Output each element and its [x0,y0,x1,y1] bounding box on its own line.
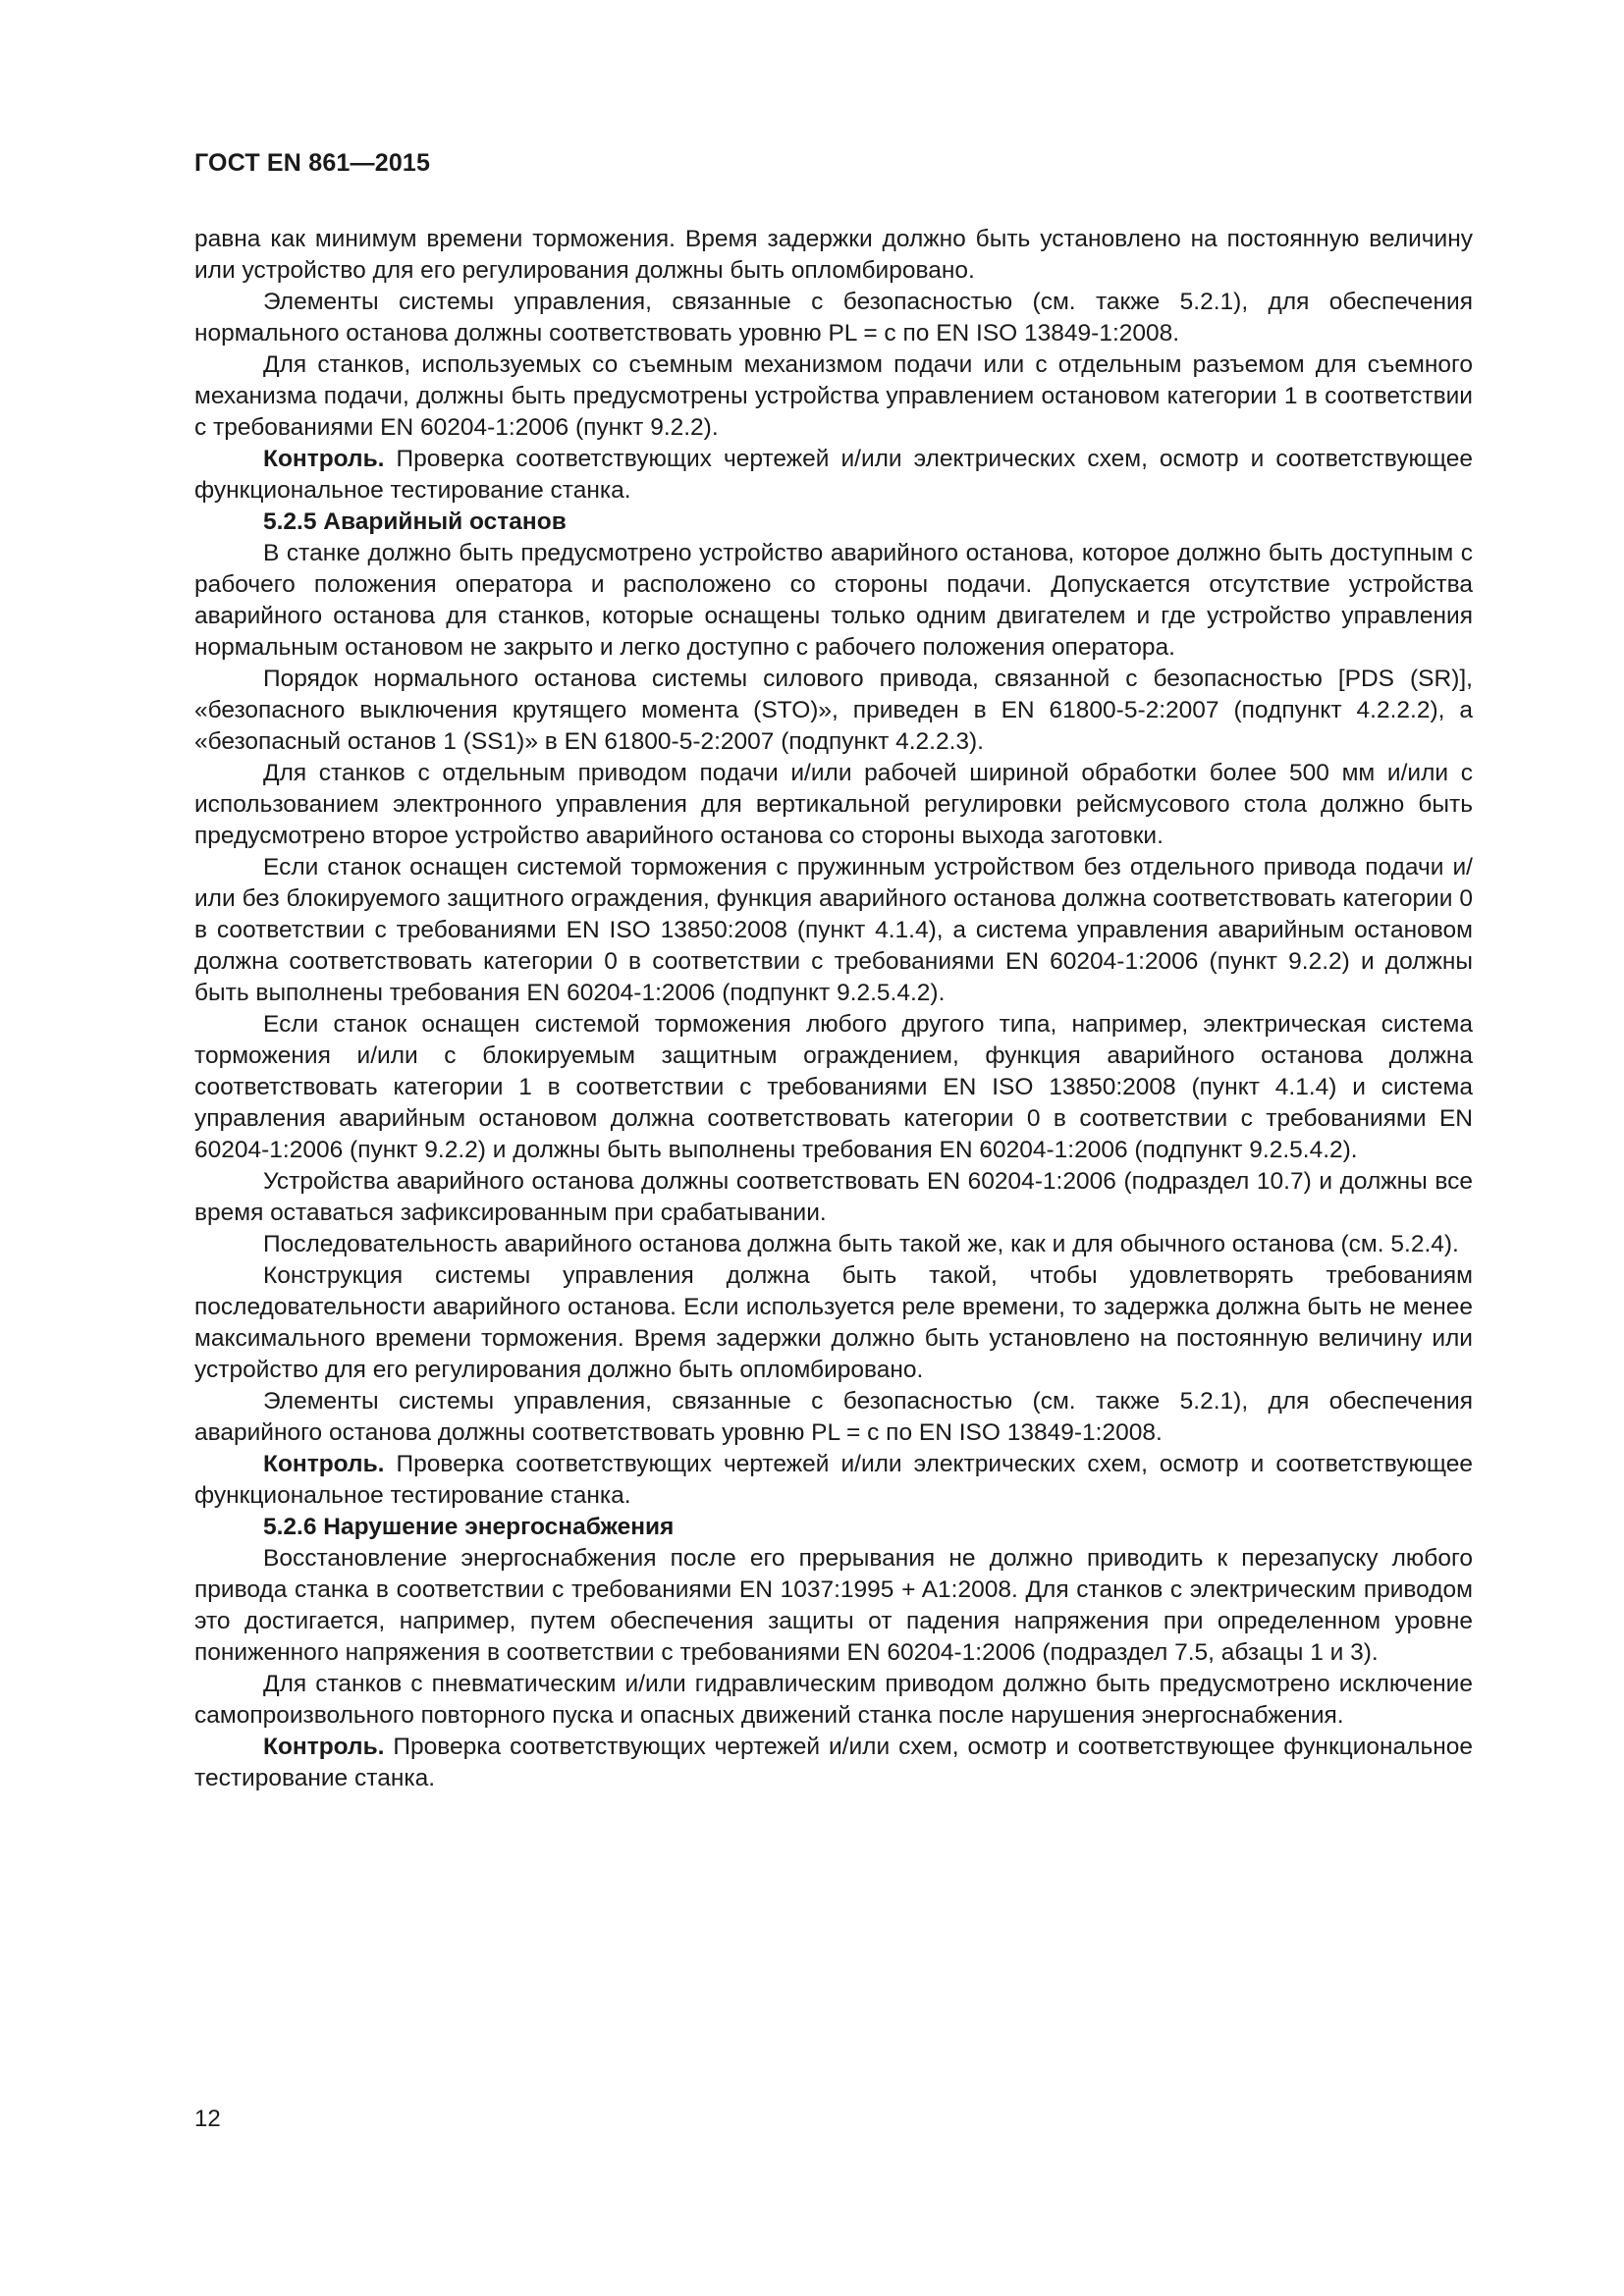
paragraph: Конструкция системы управления должна быть такой, чтобы удовлетворять требованиям последовательности аварийного останова. Если используется реле времени, то задержка должна быть не менее максимального времени торможения. Время задержки должно быть установлено на постоянную величину или устройство для его регулирования должно быть опломбировано. [194,1262,1473,1383]
paragraph: Для станков с пневматическим и/или гидравлическим приводом должно быть предусмотрено исключение самопроизвольного повторного пуска и опасных движений станка после нарушения энергоснабжения. [194,1671,1473,1729]
document-header: ГОСТ EN 861—2015 [194,149,431,177]
control-text: Проверка соответствующих чертежей и/или электрических схем, осмотр и соответствующее функциональное тестирование станка. [194,446,1473,504]
paragraph: равна как минимум времени торможения. Время задержки должно быть установлено на постоянную величину или устройство для его регулирования должны быть опломбировано. [194,226,1473,284]
control-paragraph [194,444,1473,507]
section-heading-5-2-6: 5.2.6 Нарушение энергоснабжения [263,1514,675,1540]
paragraph: Для станков, используемых со съемным механизмом подачи или с отдельным разъемом для съемного механизма подачи, должны быть предусмотрены устройства управлением остановом категории 1 в соответствии с требованиями EN 60204-1:2006 (пункт 9.2.2). [194,351,1473,441]
section-heading-5-2-5: 5.2.5 Аварийный останов [263,508,567,535]
paragraph: Элементы системы управления, связанные с безопасностью (см. также 5.2.1), для обеспечения нормального останова должны соответствовать уровню PL = c по EN ISO 13849-1:2008. [194,289,1473,347]
control-label: Контроль. [263,446,385,472]
control-label: Контроль. [263,1451,385,1477]
page-number: 12 [194,2106,221,2132]
paragraph: В станке должно быть предусмотрено устройство аварийного останова, которое должно быть доступным с рабочего положения оператора и расположено со стороны подачи. Допускается отсутствие устройства аварийного останова для станков, которые оснащены только одним двигателем и где устройство управления нормальным остановом не закрыто и легко доступно с рабочего положения оператора. [194,540,1473,661]
paragraph: Для станков с отдельным приводом подачи и/или рабочей шириной обработки более 500 мм и/или с использованием электронного управления для вертикальной регулировки рейсмусового стола должно быть предусмотрено второе устройство аварийного останова со стороны выхода заготовки. [194,760,1473,849]
paragraph: Если станок оснащен системой торможения с пружинным устройством без отдельного привода подачи и/или без блокируемого защитного ограждения, функция аварийного останова должна соответствовать категории 0 в соответствии с требованиями EN ISO 13850:2008 (пункт 4.1.4), а система управления аварийным остановом должна соответствовать категории 0 в соответствии с требованиями EN 60204-1:2006 (пункт 9.2.2) и должны быть выполнены требования EN 60204-1:2006 (подпункт 9.2.5.4.2). [194,854,1473,1006]
paragraph: Последовательность аварийного останова должна быть такой же, как и для обычного останова (см. 5.2.4). [263,1231,1459,1257]
control-paragraph [194,1732,1473,1794]
paragraph: Порядок нормального останова системы силового привода, связанной с безопасностью [PDS (SR)], «безопасного выключения крутящего момента (STO)», приведен в EN 61800-5-2:2007 (подпункт 4.2.2.2), а «безопасный останов 1 (SS1)» в EN 61800-5-2:2007 (подпункт 4.2.2.3). [194,666,1473,755]
control-paragraph [194,1449,1473,1512]
paragraph: Устройства аварийного останова должны соответствовать EN 60204-1:2006 (подраздел 10.7) и должны все время оставаться зафиксированным при срабатывании. [194,1168,1473,1226]
control-text: Проверка соответствующих чертежей и/или электрических схем, осмотр и соответствующее функциональное тестирование станка. [194,1451,1473,1509]
control-text: Проверка соответствующих чертежей и/или схем, осмотр и соответствующее функциональное тестирование станка. [194,1734,1473,1791]
control-label: Контроль. [263,1734,385,1760]
paragraph: Если станок оснащен системой торможения любого другого типа, например, электрическая система торможения и/или с блокируемым защитным ограждением, функция аварийного останова должна соответствовать категории 1 в соответствии с требованиями EN ISO 13850:2008 (пункт 4.1.4) и система управления аварийным остановом должна соответствовать категории 0 в соответствии с требованиями EN 60204-1:2006 (пункт 9.2.2) и должны быть выполнены требования EN 60204-1:2006 (подпункт 9.2.5.4.2). [194,1011,1473,1163]
paragraph: Элементы системы управления, связанные с безопасностью (см. также 5.2.1), для обеспечения аварийного останова должны соответствовать уровню PL = c по EN ISO 13849-1:2008. [194,1388,1473,1446]
document-body [194,224,1473,1794]
paragraph: Восстановление энергоснабжения после его прерывания не должно приводить к перезапуску любого привода станка в соответствии с требованиями EN 1037:1995 + A1:2008. Для станков с электрическим приводом это достигается, например, путем обеспечения защиты от падения напряжения при определенном уровне пониженного напряжения в соответствии с требованиями EN 60204-1:2006 (подраздел 7.5, абзацы 1 и 3). [194,1545,1473,1666]
